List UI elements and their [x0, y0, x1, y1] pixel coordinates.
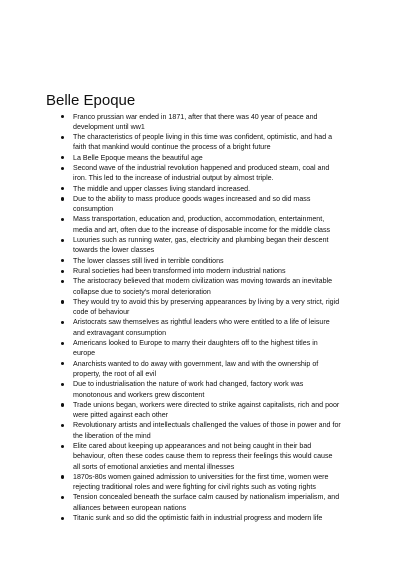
bullet-item — [0, 276, 346, 297]
bullet-dot-icon — [61, 270, 64, 273]
bullet-text-line: Elite cared about keeping up appearances and not being caught in their bad — [73, 442, 312, 450]
bullet-text-line: Revolutionary artists and intellectuals challenged the values of those in power and for — [73, 421, 341, 430]
bullet-text-line: Second wave of the industrial revolution happened and produced steam, coal and — [73, 163, 330, 172]
bullet-item — [0, 420, 346, 441]
bullet-text-line: Aristocrats saw themselves as rightful leaders who were entitled to a life of leisure — [73, 318, 330, 327]
bullet-dot-icon — [61, 475, 64, 478]
bullet-text-line: behaviour, often these codes cause them to repress their feelings this would cause — [73, 452, 333, 461]
bullet-item — [0, 194, 346, 215]
bullet-dot-icon — [61, 517, 64, 520]
bullet-dot-icon — [61, 321, 64, 324]
bullet-item — [0, 317, 346, 338]
bullet-text-line: development until ww1 — [73, 122, 145, 131]
document-title: Belle Epoque — [46, 92, 136, 109]
bullet-text-line: La Belle Epoque means the beautiful age — [73, 153, 203, 162]
bullet-dot-icon — [61, 218, 64, 221]
bullet-text-line: all sorts of emotional anxieties and mental illnesses — [73, 462, 235, 471]
bullet-text-line: Anarchists wanted to do away with government, law and with the ownership of — [73, 359, 319, 368]
bullet-dot-icon — [61, 280, 64, 283]
bullet-text-line: towards the lower classes — [73, 246, 155, 255]
bullet-dot-icon — [61, 115, 64, 118]
bullet-dot-icon — [61, 259, 64, 262]
bullet-text-line: property, the root of all evil — [73, 369, 157, 378]
bullet-text-line: They would try to avoid this by preserving appearances by living by a very strict, rigid — [73, 297, 340, 306]
bullet-text-line: and extravagant consumption — [73, 328, 167, 337]
bullet-item — [0, 266, 346, 276]
bullet-item — [0, 112, 346, 133]
bullet-text-line: alliances between european nations — [73, 503, 187, 512]
bullet-text-line: faith that mankind would continue the process of a bright future — [73, 143, 271, 152]
bullet-text-line: Franco prussian war ended in 1871, after that there was 40 year of peace and — [73, 112, 318, 121]
bullet-item — [0, 297, 346, 318]
bullet-dot-icon — [61, 239, 64, 242]
bullet-text-line: media and art, often due to the increase of disposable income for the middle class — [73, 225, 331, 234]
bullet-item — [0, 214, 346, 235]
bullet-text-line: rejecting traditional roles and were fighting for civil rights such as voting rights — [73, 483, 316, 492]
bullet-item — [0, 513, 346, 523]
bullet-dot-icon — [61, 362, 64, 365]
bullet-dot-icon — [61, 187, 64, 190]
bullet-item — [0, 153, 346, 163]
bullet-text-line: monotonous and workers grew discontent — [73, 390, 205, 399]
bullet-text-line: Due to industrialisation the nature of work had changed, factory work was — [73, 380, 304, 389]
bullet-item — [0, 256, 346, 266]
bullet-text-line: Due to the ability to mass produce goods wages increased and so did mass — [73, 194, 311, 203]
bullet-dot-icon — [61, 342, 64, 345]
bullet-text-line: consumption — [73, 205, 114, 214]
bullet-dot-icon — [61, 383, 64, 386]
bullet-item — [0, 338, 346, 359]
bullet-text-line: Tension concealed beneath the surface calm caused by nationalism imperialism, and — [73, 493, 340, 502]
bullet-text-line: Trade unions began, workers were directed to strike against capitalists, rich and poor — [73, 400, 340, 409]
bullet-dot-icon — [61, 136, 64, 139]
bullet-dot-icon — [61, 167, 64, 170]
bullet-text-line: The lower classes still lived in terrible conditions — [73, 256, 224, 265]
bullet-list — [0, 112, 400, 524]
bullet-text-line: were pitted against each other — [73, 411, 169, 420]
bullet-item — [0, 163, 346, 184]
bullet-dot-icon — [61, 197, 64, 200]
bullet-dot-icon — [61, 445, 64, 448]
bullet-text-line: Luxuries such as running water, gas, electricity and plumbing began their descent — [73, 236, 329, 245]
bullet-item — [0, 379, 346, 400]
bullet-dot-icon — [61, 496, 64, 499]
bullet-item — [0, 441, 346, 472]
bullet-dot-icon — [61, 300, 64, 303]
bullet-text-line: The characteristics of people living in this time was confident, optimistic, and had a — [73, 133, 333, 142]
bullet-item — [0, 184, 346, 194]
bullet-item — [0, 359, 346, 380]
bullet-item — [0, 132, 346, 153]
bullet-text-line: 1870s-80s women gained admission to universities for the first time, women were — [73, 472, 329, 481]
bullet-text-line: iron. This led to the increase of industrial output by almost triple. — [73, 174, 274, 183]
bullet-dot-icon — [61, 424, 64, 427]
bullet-dot-icon — [61, 403, 64, 406]
bullet-text-line: europe — [73, 349, 96, 358]
bullet-text-line: Mass transportation, education and, production, accommodation, entertainment, — [73, 215, 325, 224]
bullet-text-line: Rural societies had been transformed into modern industrial nations — [73, 266, 286, 275]
bullet-item — [0, 492, 346, 513]
bullet-text-line: code of behaviour — [73, 308, 130, 317]
bullet-text-line: the liberation of the mind — [73, 431, 151, 440]
bullet-item — [0, 235, 346, 256]
bullet-dot-icon — [61, 156, 64, 159]
bullet-text-line: collapse due to society's moral deterioration — [73, 287, 211, 296]
bullet-text-line: Titanic sunk and so did the optimistic faith in industrial progress and modern life — [73, 514, 323, 523]
bullet-item — [0, 400, 346, 421]
bullet-text-line: Americans looked to Europe to marry their daughters off to the highest titles in — [73, 339, 318, 348]
bullet-text-line: The aristocracy believed that modern civilization was moving towards an inevitable — [73, 277, 333, 286]
bullet-item — [0, 472, 346, 493]
bullet-text-line: The middle and upper classes living standard increased. — [73, 184, 251, 193]
